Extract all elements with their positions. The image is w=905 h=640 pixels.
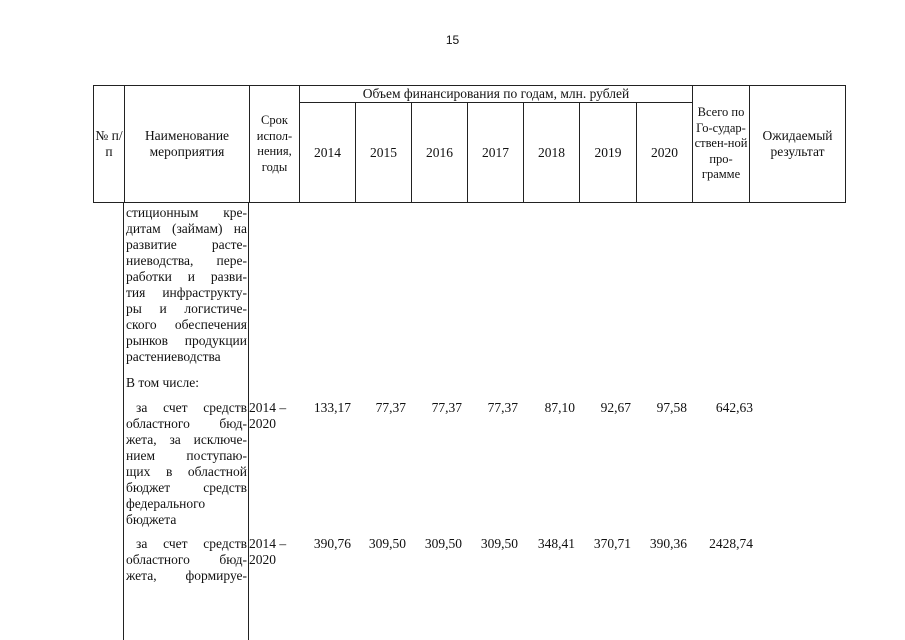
term-cell: 2014 – 2020: [249, 400, 287, 431]
name-line: федерального: [126, 496, 206, 511]
column-divider: [123, 203, 124, 640]
value-cell: 77,37: [431, 400, 462, 415]
name-line: жета, формируе-: [126, 568, 247, 583]
name-line: тия инфраструкту-: [126, 285, 247, 300]
name-line: ры и логистиче-: [126, 301, 247, 316]
header-total: Всего по Го-судар-ствен-ной про-грамме: [693, 86, 750, 203]
name-line: ниеводства, пере-: [126, 253, 247, 268]
name-line: рынков продукции: [126, 333, 247, 348]
value-cell: 370,71: [593, 536, 631, 551]
value-cell: 92,67: [600, 400, 631, 415]
header-term: Срок испол-нения, годы: [250, 86, 300, 203]
value-cell: 87,10: [544, 400, 575, 415]
value-cell: 309,50: [424, 536, 462, 551]
name-line: стиционным кре-: [126, 205, 247, 220]
term-cell: 2014 – 2020: [249, 536, 287, 567]
value-cell: 348,41: [537, 536, 575, 551]
header-year: 2014: [300, 103, 356, 203]
header-finance: Объем финансирования по годам, млн. рублей: [300, 86, 693, 103]
name-line: щих в областной: [126, 464, 247, 479]
name-line: за счет средств: [136, 536, 247, 551]
name-line: ского обеспечения: [126, 317, 247, 332]
header-year: 2020: [637, 103, 693, 203]
header-year: 2016: [412, 103, 468, 203]
value-cell: 97,58: [656, 400, 687, 415]
name-line: за счет средств: [136, 400, 247, 415]
value-cell: 133,17: [313, 400, 351, 415]
total-cell: 2428,74: [709, 536, 753, 551]
header-table: [93, 85, 846, 203]
name-line: растениеводства: [126, 349, 221, 364]
value-cell: 309,50: [368, 536, 406, 551]
name-line: развитие расте-: [126, 237, 247, 252]
in-that-number-label: В том числе:: [126, 375, 199, 390]
header-name: Наименование мероприятия: [125, 86, 250, 203]
header-year: 2018: [524, 103, 580, 203]
name-line: бюджета: [126, 512, 177, 527]
name-line: бюджет средств: [126, 480, 247, 495]
name-line: жета, за исключе-: [126, 432, 247, 447]
header-result: Ожидаемый результат: [750, 86, 846, 203]
value-cell: 309,50: [480, 536, 518, 551]
value-cell: 77,37: [375, 400, 406, 415]
total-cell: 642,63: [715, 400, 753, 415]
name-line: работки и разви-: [126, 269, 247, 284]
header-year: 2019: [580, 103, 637, 203]
value-cell: 390,76: [313, 536, 351, 551]
value-cell: 77,37: [487, 400, 518, 415]
header-number: № п/п: [94, 86, 125, 203]
name-line: нием поступаю-: [126, 448, 247, 463]
header-year: 2017: [468, 103, 524, 203]
value-cell: 390,36: [649, 536, 687, 551]
header-year: 2015: [356, 103, 412, 203]
page-number: 15: [445, 33, 460, 47]
name-line: дитам (займам) на: [126, 221, 247, 236]
name-line: областного бюд-: [126, 416, 247, 431]
name-line: областного бюд-: [126, 552, 247, 567]
